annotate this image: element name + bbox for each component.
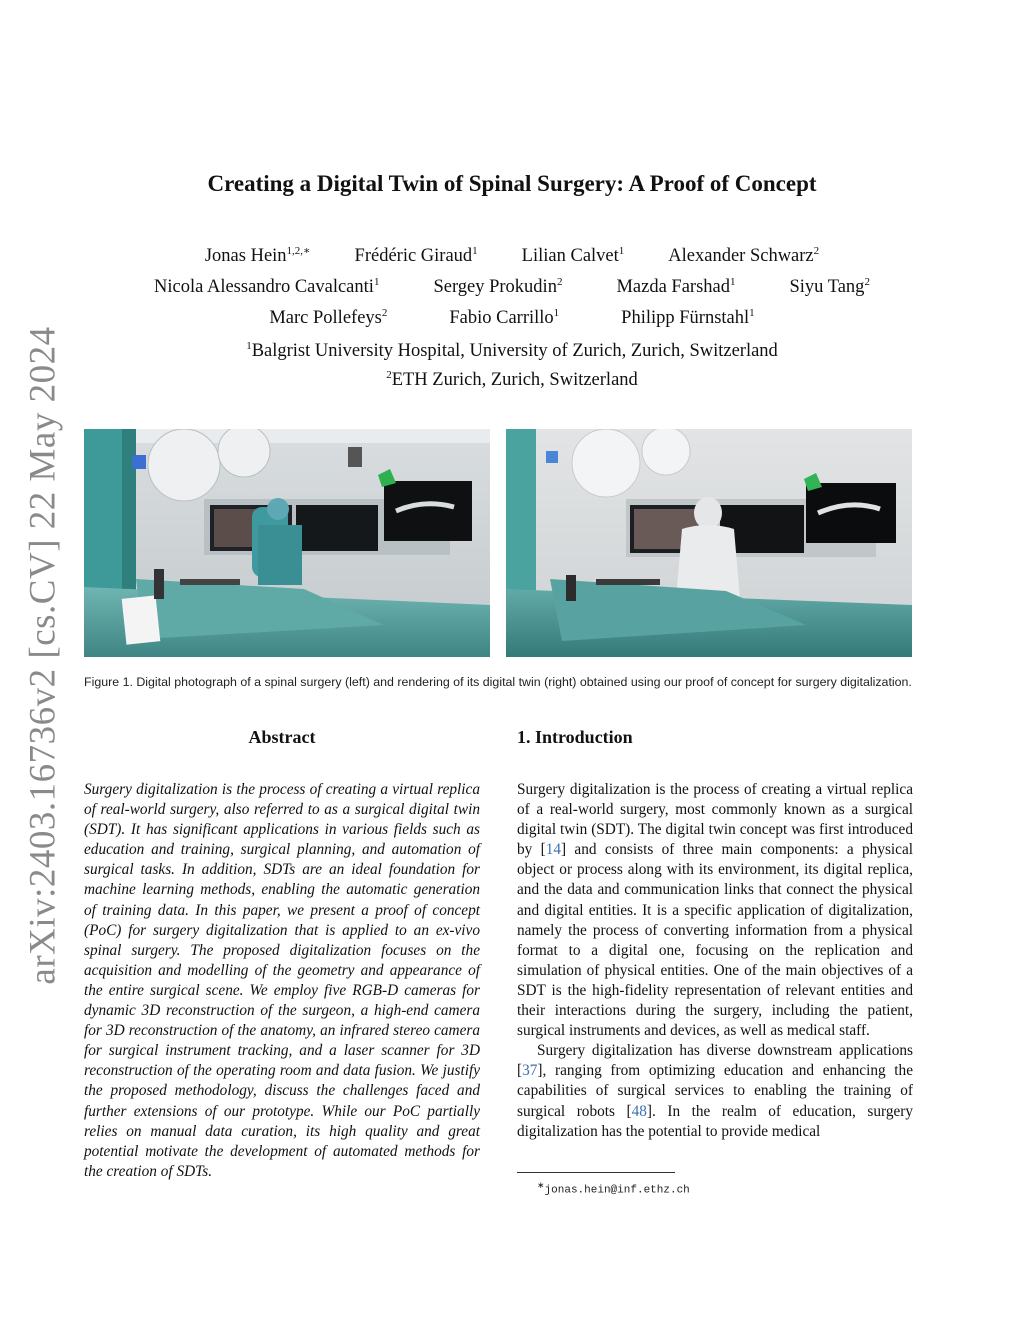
paragraph: Surgery digitalization has diverse downstream applications [37], ranging from optimizing education and enhancing the capabilities of surgical services to enabling the training of surgical robots [48]. In the realm of education, surgery digitalization has the potential to provide medical <box>517 1042 913 1140</box>
affiliation: $^1$Balgrist University Hospital, University of Zurich, Zurich, Switzerland <box>246 340 778 362</box>
surgery-photograph <box>84 429 490 657</box>
author: Marc Pollefeys$^2$ <box>269 307 388 329</box>
author: Alexander Schwarz$^2$ <box>668 245 820 267</box>
figure-1 <box>84 429 912 657</box>
affiliations <box>0 334 1024 392</box>
author: Lilian Calvet$^1$ <box>521 245 625 267</box>
corresponding-email[interactable]: jonas.hein@inf.ethz.ch <box>544 1184 690 1197</box>
arxiv-identifier-stamp <box>18 325 68 985</box>
arxiv-identifier-text: arXiv:2403.16736v2 [cs.CV] 22 May 2024 <box>22 325 64 985</box>
citation-link[interactable]: 48 <box>631 1102 647 1120</box>
citation-link[interactable]: 14 <box>545 841 562 859</box>
author: Sergey Prokudin$^2$ <box>433 276 563 298</box>
paper-title: Creating a Digital Twin of Spinal Surgery: A Proof of Concept <box>207 171 817 196</box>
footnote: ∗jonas.hein@inf.ethz.ch <box>537 1180 690 1197</box>
author-row <box>90 300 934 331</box>
author: Siyu Tang$^2$ <box>789 276 870 298</box>
introduction-body <box>517 780 913 1142</box>
author: Frédéric Giraud$^1$ <box>354 245 478 267</box>
abstract-section <box>84 727 480 1182</box>
introduction-section <box>517 727 913 1142</box>
author-list <box>90 238 934 331</box>
abstract-body: Surgery digitalization is the process of creating a virtual replica of real-world surgery, also referred to as a surgical digital twin (SDT). It has significant applications in various fields such as education and training, surgical planning, and automation of surgical tasks. In addition, SDTs are an ideal foundation for machine learning methods, enabling the automatic generation of training data. In this paper, we present a proof of concept (PoC) for surgery digitalization that is applied to an ex-vivo spinal surgery. The proposed digitalization focuses on the acquisition and modelling of the geometry and appearance of the entire surgical scene. We employ five RGB-D cameras for dynamic 3D reconstruction of the surgeon, a high-end camera for 3D reconstruction of the anatomy, an infrared stereo camera for surgical instrument tracking, and a laser scanner for 3D reconstruction of the operating room and data fusion. We justify the proposed methodology, discuss the challenges faced and further extensions of our prototype. While our PoC partially relies on manual data curation, its high quality and great potential motivate the development of automated methods for the creation of SDTs. <box>84 781 480 1180</box>
introduction-heading: 1. Introduction <box>517 727 633 747</box>
author: Jonas Hein$^{1,2,∗}$ <box>204 245 311 267</box>
citation-link[interactable]: 37 <box>522 1062 538 1080</box>
paragraph: Surgery digitalization is the process of creating a virtual replica of a real-world surgery, most commonly known as a surgical digital twin (SDT). The digital twin concept was first introduced by [14] and consists of three main components: a physical object or process along with its environment, its digital replica, and the data and communication links that connect the physical and digital entities. It is a specific application of digitalization, namely the process of converting information from a physical format to a digital one, focusing on the replication and simulation of physical entities. One of the main objectives of a SDT is the high-fidelity representation of relevant entities and their interactions during the surgery, including the patient, surgical instruments and devices, as well as medical staff. <box>517 781 914 1040</box>
digital-twin-rendering <box>506 429 912 657</box>
author: Philipp Fürnstahl$^1$ <box>621 307 755 329</box>
author: Nicola Alessandro Cavalcanti$^1$ <box>154 276 380 298</box>
figure-caption: Figure 1. Digital photograph of a spinal surgery (left) and rendering of its digital twin (right) obtained using our proof of concept for surgery digitalization. <box>84 675 912 689</box>
author-row <box>90 269 934 300</box>
author: Mazda Farshad$^1$ <box>616 276 736 298</box>
author: Fabio Carrillo$^1$ <box>449 307 560 329</box>
abstract-heading: Abstract <box>248 727 316 747</box>
footnote-divider <box>517 1172 675 1173</box>
affiliation: $^2$ETH Zurich, Zurich, Switzerland <box>386 369 638 391</box>
author-row <box>90 238 934 269</box>
